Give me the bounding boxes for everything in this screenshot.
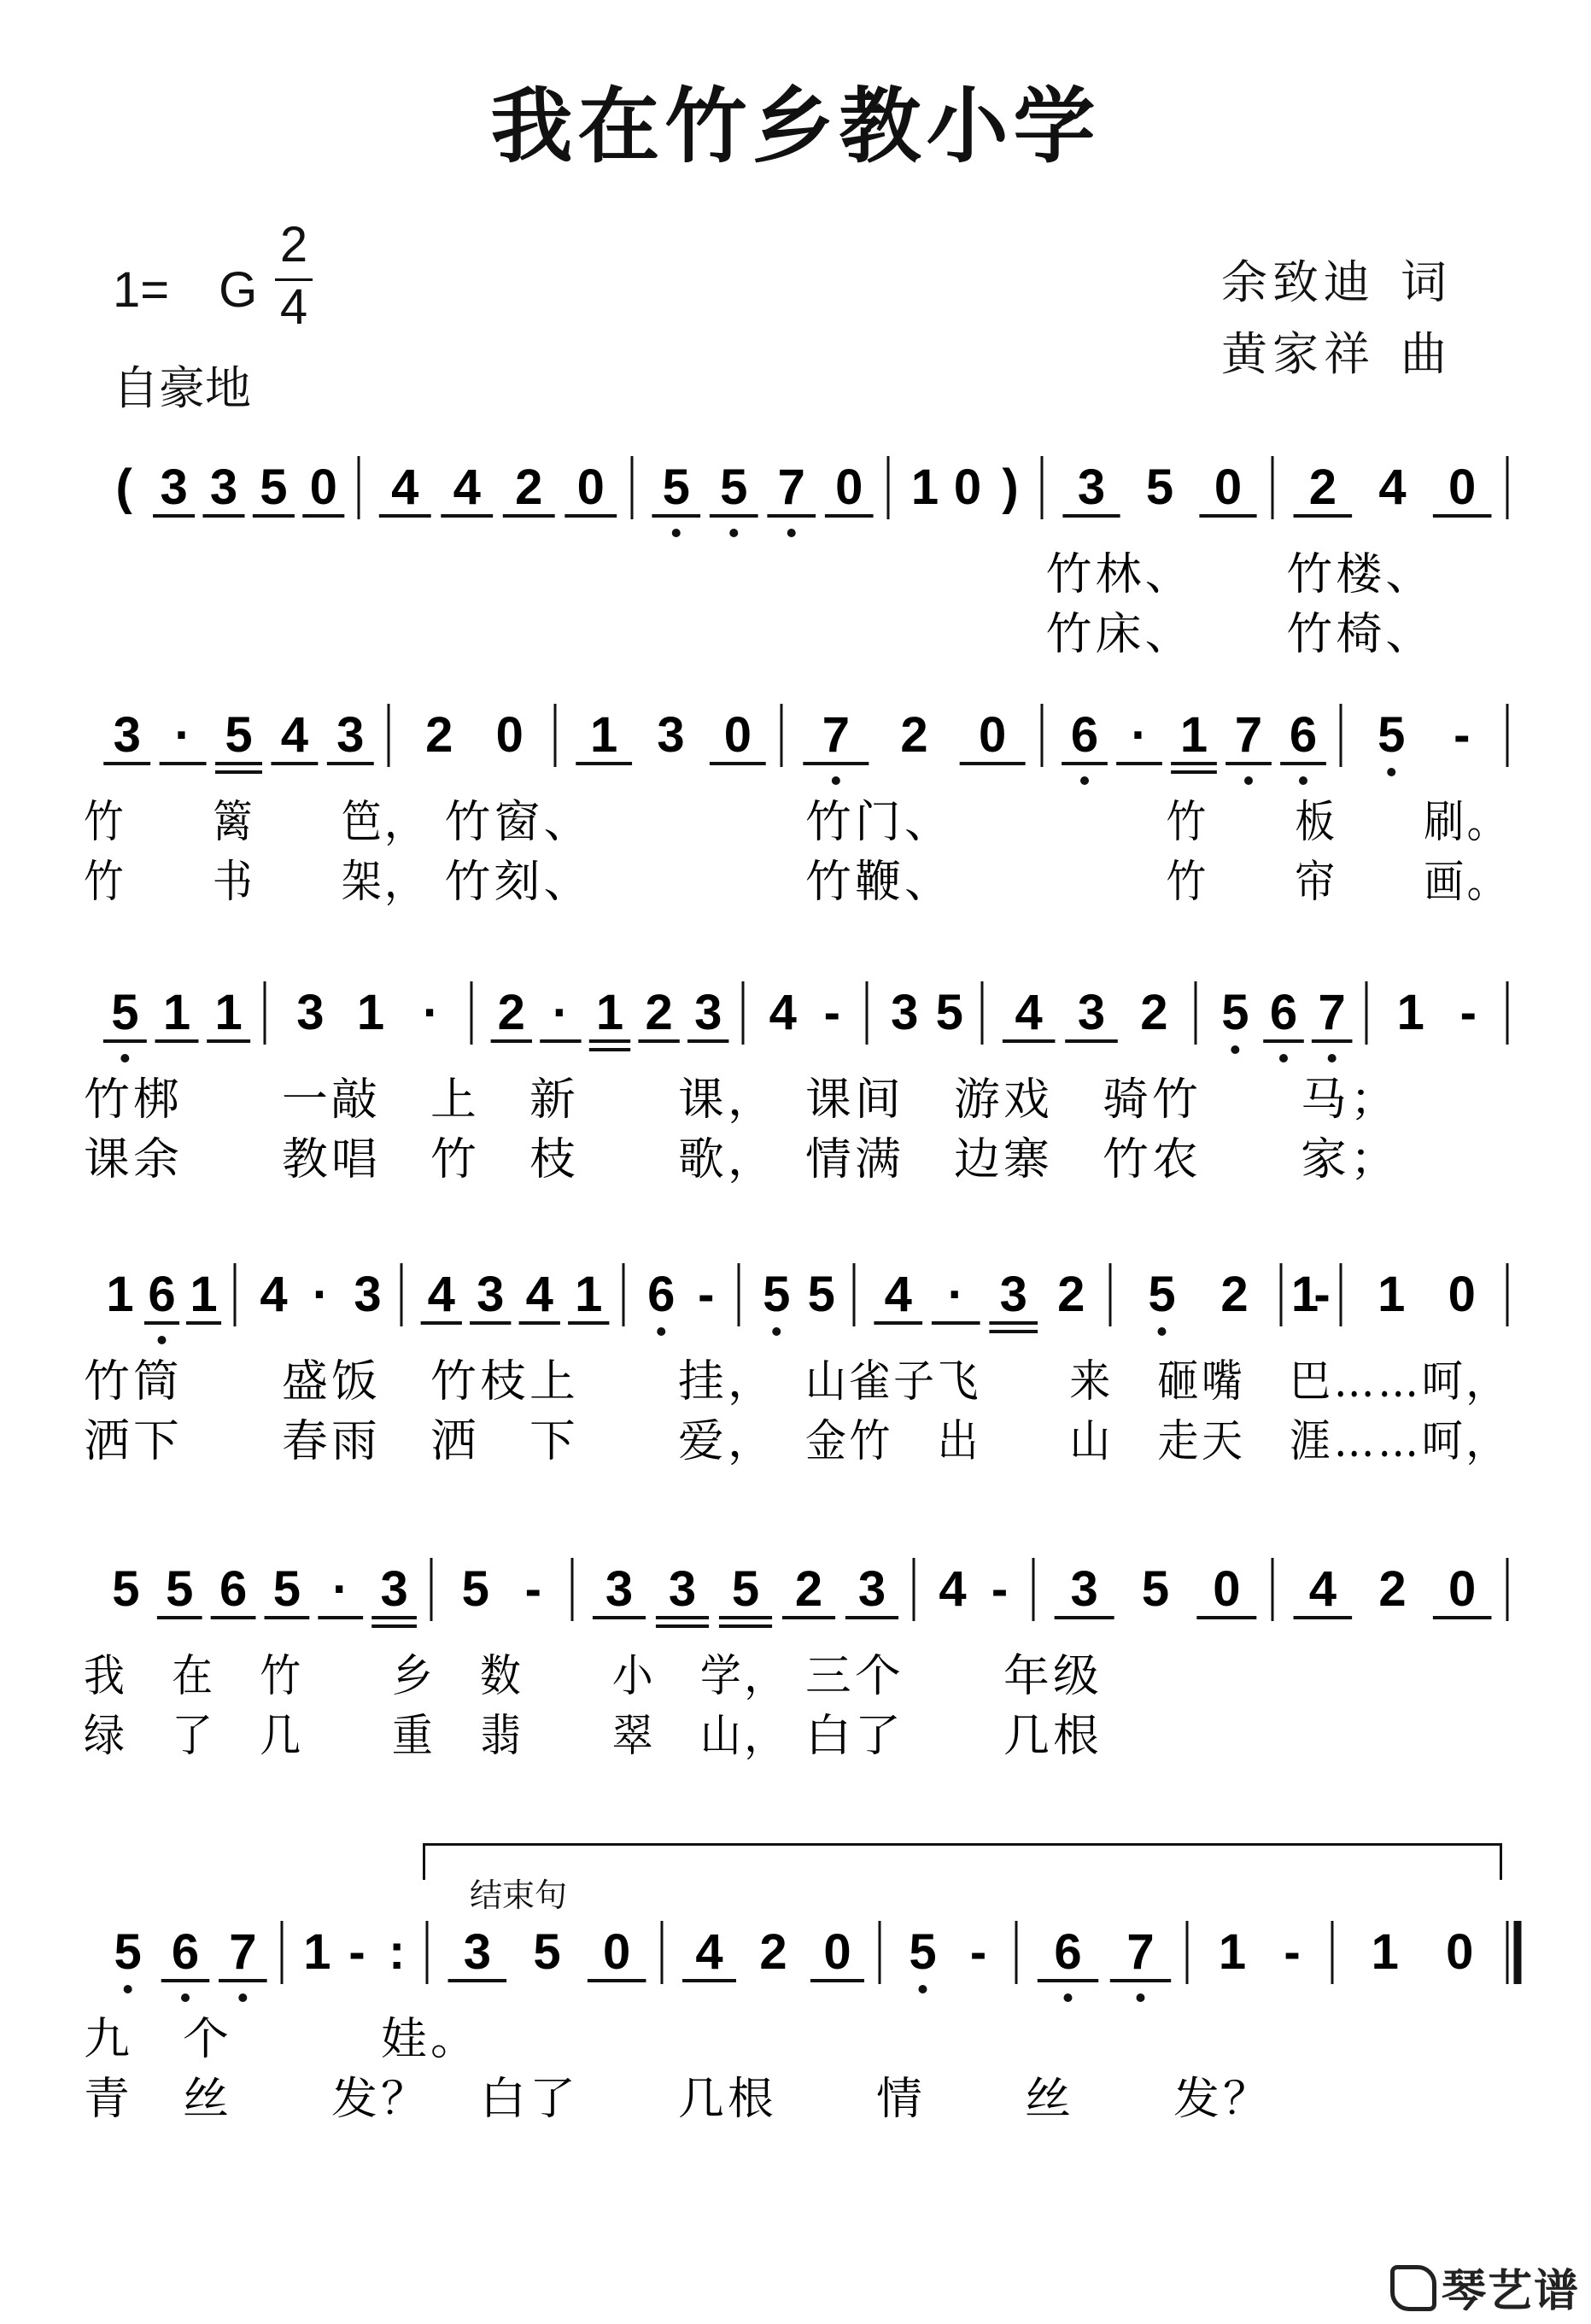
note: 5 (112, 1561, 140, 1617)
note: 0 (576, 460, 605, 515)
lyric-line: 竹 书 架， (84, 857, 428, 908)
note: 7 (229, 1924, 257, 1980)
lyric-line: 课间 游戏 骑竹 马； (805, 1074, 1400, 1126)
note: 1 (356, 985, 385, 1040)
note: 4 (769, 985, 797, 1040)
note: 0 (309, 460, 337, 515)
logo-icon (1390, 2265, 1436, 2311)
octave-dot (120, 1054, 129, 1062)
site-logo (1390, 2255, 1580, 2319)
note: 5 (114, 1924, 142, 1980)
note: 3 (857, 1561, 886, 1617)
lyric-line: 青 丝 发？ 白了 几根 情 丝 发？ (84, 2074, 1272, 2125)
note: · (332, 1561, 349, 1617)
note: 3 (160, 460, 188, 515)
note: 2 (1378, 1561, 1407, 1617)
time-denominator: 4 (279, 279, 308, 335)
note: 7 (777, 460, 805, 515)
octave-dot (158, 1336, 167, 1344)
note: 4 (391, 460, 419, 515)
note: 0 (1448, 1561, 1477, 1617)
note: · (1131, 707, 1148, 763)
note: - (823, 985, 840, 1040)
note: 2 (1057, 1267, 1085, 1322)
octave-dot (1244, 776, 1253, 785)
octave-dot (1387, 768, 1395, 776)
lyric-line: 竹床、 (1045, 609, 1195, 660)
octave-dot (124, 1985, 132, 1993)
note: 3 (999, 1267, 1027, 1322)
note: 3 (296, 985, 325, 1040)
note: - (698, 1267, 715, 1322)
note: 3 (354, 1267, 382, 1322)
octave-dot (181, 1993, 190, 2002)
note: 5 (111, 985, 139, 1040)
note: - (348, 1924, 366, 1980)
octave-dot (919, 1985, 927, 1993)
note: 2 (1220, 1267, 1249, 1322)
note: 3 (1077, 460, 1106, 515)
lyric-line: 竹鞭、 (805, 857, 954, 908)
note: 5 (662, 460, 690, 515)
note: 5 (909, 1924, 937, 1980)
note: 3 (113, 707, 141, 763)
note: - (1454, 707, 1471, 763)
lyric-line: 九 个 娃。 (84, 2014, 480, 2065)
note: 2 (497, 985, 525, 1040)
note: 5 (807, 1267, 835, 1322)
note: 2 (425, 707, 453, 763)
note: 5 (1141, 1561, 1170, 1617)
lyric-line: 竹林、 (1045, 549, 1195, 600)
note: · (552, 985, 570, 1040)
note: 4 (695, 1924, 723, 1980)
note: 6 (148, 1267, 176, 1322)
note: 0 (603, 1924, 631, 1980)
octave-dot (657, 1327, 665, 1336)
lyric-line: 白了 几根 (805, 1711, 1103, 1762)
octave-dot (1328, 1054, 1337, 1062)
octave-dot (1137, 1993, 1145, 2002)
lyric-line: 竹窗、 (444, 797, 594, 848)
octave-dot (1080, 776, 1089, 785)
note: · (312, 1267, 330, 1322)
note: - (1459, 985, 1477, 1040)
note: 5 (533, 1924, 561, 1980)
lyric-line: 三个 年级 (805, 1651, 1103, 1702)
note: 2 (1308, 460, 1337, 515)
composer-name: 黄家祥 (1221, 327, 1375, 381)
lyric-line: 竹梆 一敲 上 新 课， (84, 1074, 777, 1126)
note: 3 (477, 1267, 505, 1322)
note: 6 (1070, 707, 1099, 763)
note: 1 (1179, 707, 1208, 763)
note: 5 (225, 707, 253, 763)
song-title: 我在竹乡教小学 (490, 79, 1101, 174)
note: 4 (939, 1561, 967, 1617)
note: 3 (694, 985, 722, 1040)
note: 3 (336, 707, 365, 763)
composer-role: 曲 (1401, 327, 1452, 381)
note: 3 (605, 1561, 634, 1617)
note: 3 (657, 707, 685, 763)
note: 5 (166, 1561, 194, 1617)
octave-dot (832, 776, 840, 785)
lyric-line: 竹 板 刷。 (1166, 797, 1510, 848)
octave-dot (1299, 776, 1307, 785)
lyric-line: 竹楼、 (1286, 549, 1436, 600)
lyricist-name: 余致迪 (1221, 255, 1375, 309)
note: 1 (590, 707, 618, 763)
note: 2 (759, 1924, 787, 1980)
note: 5 (720, 460, 748, 515)
octave-dot (672, 529, 681, 537)
note: 1 (595, 985, 624, 1040)
note: 6 (171, 1924, 200, 1980)
note: 2 (515, 460, 543, 515)
note: 7 (822, 707, 850, 763)
note: 0 (1213, 1561, 1241, 1617)
note: 3 (668, 1561, 697, 1617)
note: - (524, 1561, 541, 1617)
note: 7 (1234, 707, 1263, 763)
note: 5 (1148, 1267, 1176, 1322)
note: 3 (1070, 1561, 1098, 1617)
lyric-line: 金竹 出 山 走天 涯……呵， (805, 1416, 1510, 1467)
lyric-line: 课余 教唱 竹 枝 歌， (84, 1134, 777, 1185)
note: 5 (763, 1267, 791, 1322)
lyric-line: 情满 边寨 竹农 家； (805, 1134, 1400, 1185)
note: 1 (1371, 1924, 1399, 1980)
note: 7 (1126, 1924, 1155, 1980)
octave-dot (238, 1993, 247, 2002)
note: 5 (731, 1561, 760, 1617)
time-numerator: 2 (279, 217, 308, 272)
note: ( (115, 460, 132, 515)
note: 0 (953, 460, 982, 515)
note: 4 (427, 1267, 455, 1322)
note: · (174, 707, 191, 763)
note: - (991, 1561, 1009, 1617)
note: 3 (463, 1924, 491, 1980)
lyric-line: 洒下 春雨 洒 下 爱， (84, 1416, 777, 1467)
note: 2 (1140, 985, 1168, 1040)
note: 5 (461, 1561, 489, 1617)
lyricist-role: 词 (1401, 255, 1452, 309)
octave-dot (1064, 1993, 1073, 2002)
note: 4 (1378, 460, 1407, 515)
note: 1 (910, 460, 939, 515)
note: 2 (645, 985, 673, 1040)
octave-dot (729, 529, 738, 537)
lyric-line: 竹筒 盛饭 竹枝上 挂， (84, 1356, 777, 1408)
octave-dot (1158, 1327, 1167, 1336)
note: 6 (647, 1267, 676, 1322)
note: 0 (723, 707, 752, 763)
note: 1 (1396, 985, 1424, 1040)
note: 1 (303, 1924, 331, 1980)
lyric-line: 竹刻、 (444, 857, 594, 908)
note: 1 (1218, 1924, 1247, 1980)
lyric-line: 竹椅、 (1286, 609, 1436, 660)
note: 6 (1054, 1924, 1082, 1980)
note: 5 (935, 985, 963, 1040)
note: 3 (209, 460, 238, 515)
ending-label: 结束句 (470, 1876, 568, 1914)
note: 2 (794, 1561, 823, 1617)
note: 3 (891, 985, 919, 1040)
note: 6 (219, 1561, 248, 1617)
lyric-line: 竹 篱 笆， (84, 797, 428, 848)
note: 1 (162, 985, 191, 1040)
note: 4 (525, 1267, 553, 1322)
note: 3 (380, 1561, 408, 1617)
lyric-line: 绿 了 几 重 翡 翠 山， (84, 1711, 788, 1762)
note: 1 (1290, 1267, 1319, 1322)
note: 6 (1289, 707, 1318, 763)
note: 4 (1308, 1561, 1337, 1617)
note: 1 (190, 1267, 218, 1322)
note: - (1313, 1267, 1331, 1322)
note: : (389, 1924, 406, 1980)
note: 5 (1145, 460, 1174, 515)
octave-dot (1231, 1045, 1239, 1054)
lyric-line: 我 在 竹 乡 数 小 学， (84, 1651, 788, 1702)
lyric-line: 山雀子飞 来 砸嘴 巴……呵， (805, 1356, 1510, 1408)
note: 4 (453, 460, 481, 515)
note: ) (1002, 460, 1019, 515)
note: 4 (884, 1267, 912, 1322)
note: 4 (260, 1267, 288, 1322)
octave-dot (787, 529, 796, 537)
note: 4 (1015, 985, 1043, 1040)
note: 0 (1446, 1924, 1474, 1980)
note: 3 (1077, 985, 1106, 1040)
note: 5 (1221, 985, 1249, 1040)
tempo-marking: 自豪地 (113, 361, 251, 415)
note: 1 (106, 1267, 134, 1322)
note: 0 (495, 707, 524, 763)
key-signature: 1= G (113, 262, 258, 318)
note: 0 (979, 707, 1007, 763)
note: 0 (1214, 460, 1243, 515)
note: 5 (260, 460, 288, 515)
note: 7 (1318, 985, 1346, 1040)
note: 0 (835, 460, 863, 515)
lyric-line: 竹门、 (805, 797, 954, 848)
octave-dot (772, 1327, 781, 1336)
octave-dot (1279, 1054, 1288, 1062)
note: - (969, 1924, 987, 1980)
note: - (1284, 1924, 1301, 1980)
note: 0 (1448, 1267, 1476, 1322)
lyric-line: 竹 帘 画。 (1166, 857, 1510, 908)
note: 0 (823, 1924, 851, 1980)
note: · (423, 985, 440, 1040)
logo-text: 琴艺谱 (1442, 2266, 1581, 2317)
note: 1 (1378, 1267, 1406, 1322)
note: 1 (575, 1267, 603, 1322)
note: 2 (900, 707, 928, 763)
note: · (947, 1267, 964, 1322)
note: 4 (280, 707, 309, 763)
note: 6 (1269, 985, 1298, 1040)
note: 5 (1378, 707, 1406, 763)
note: 1 (214, 985, 243, 1040)
note: 0 (1448, 460, 1477, 515)
note: 5 (272, 1561, 301, 1617)
